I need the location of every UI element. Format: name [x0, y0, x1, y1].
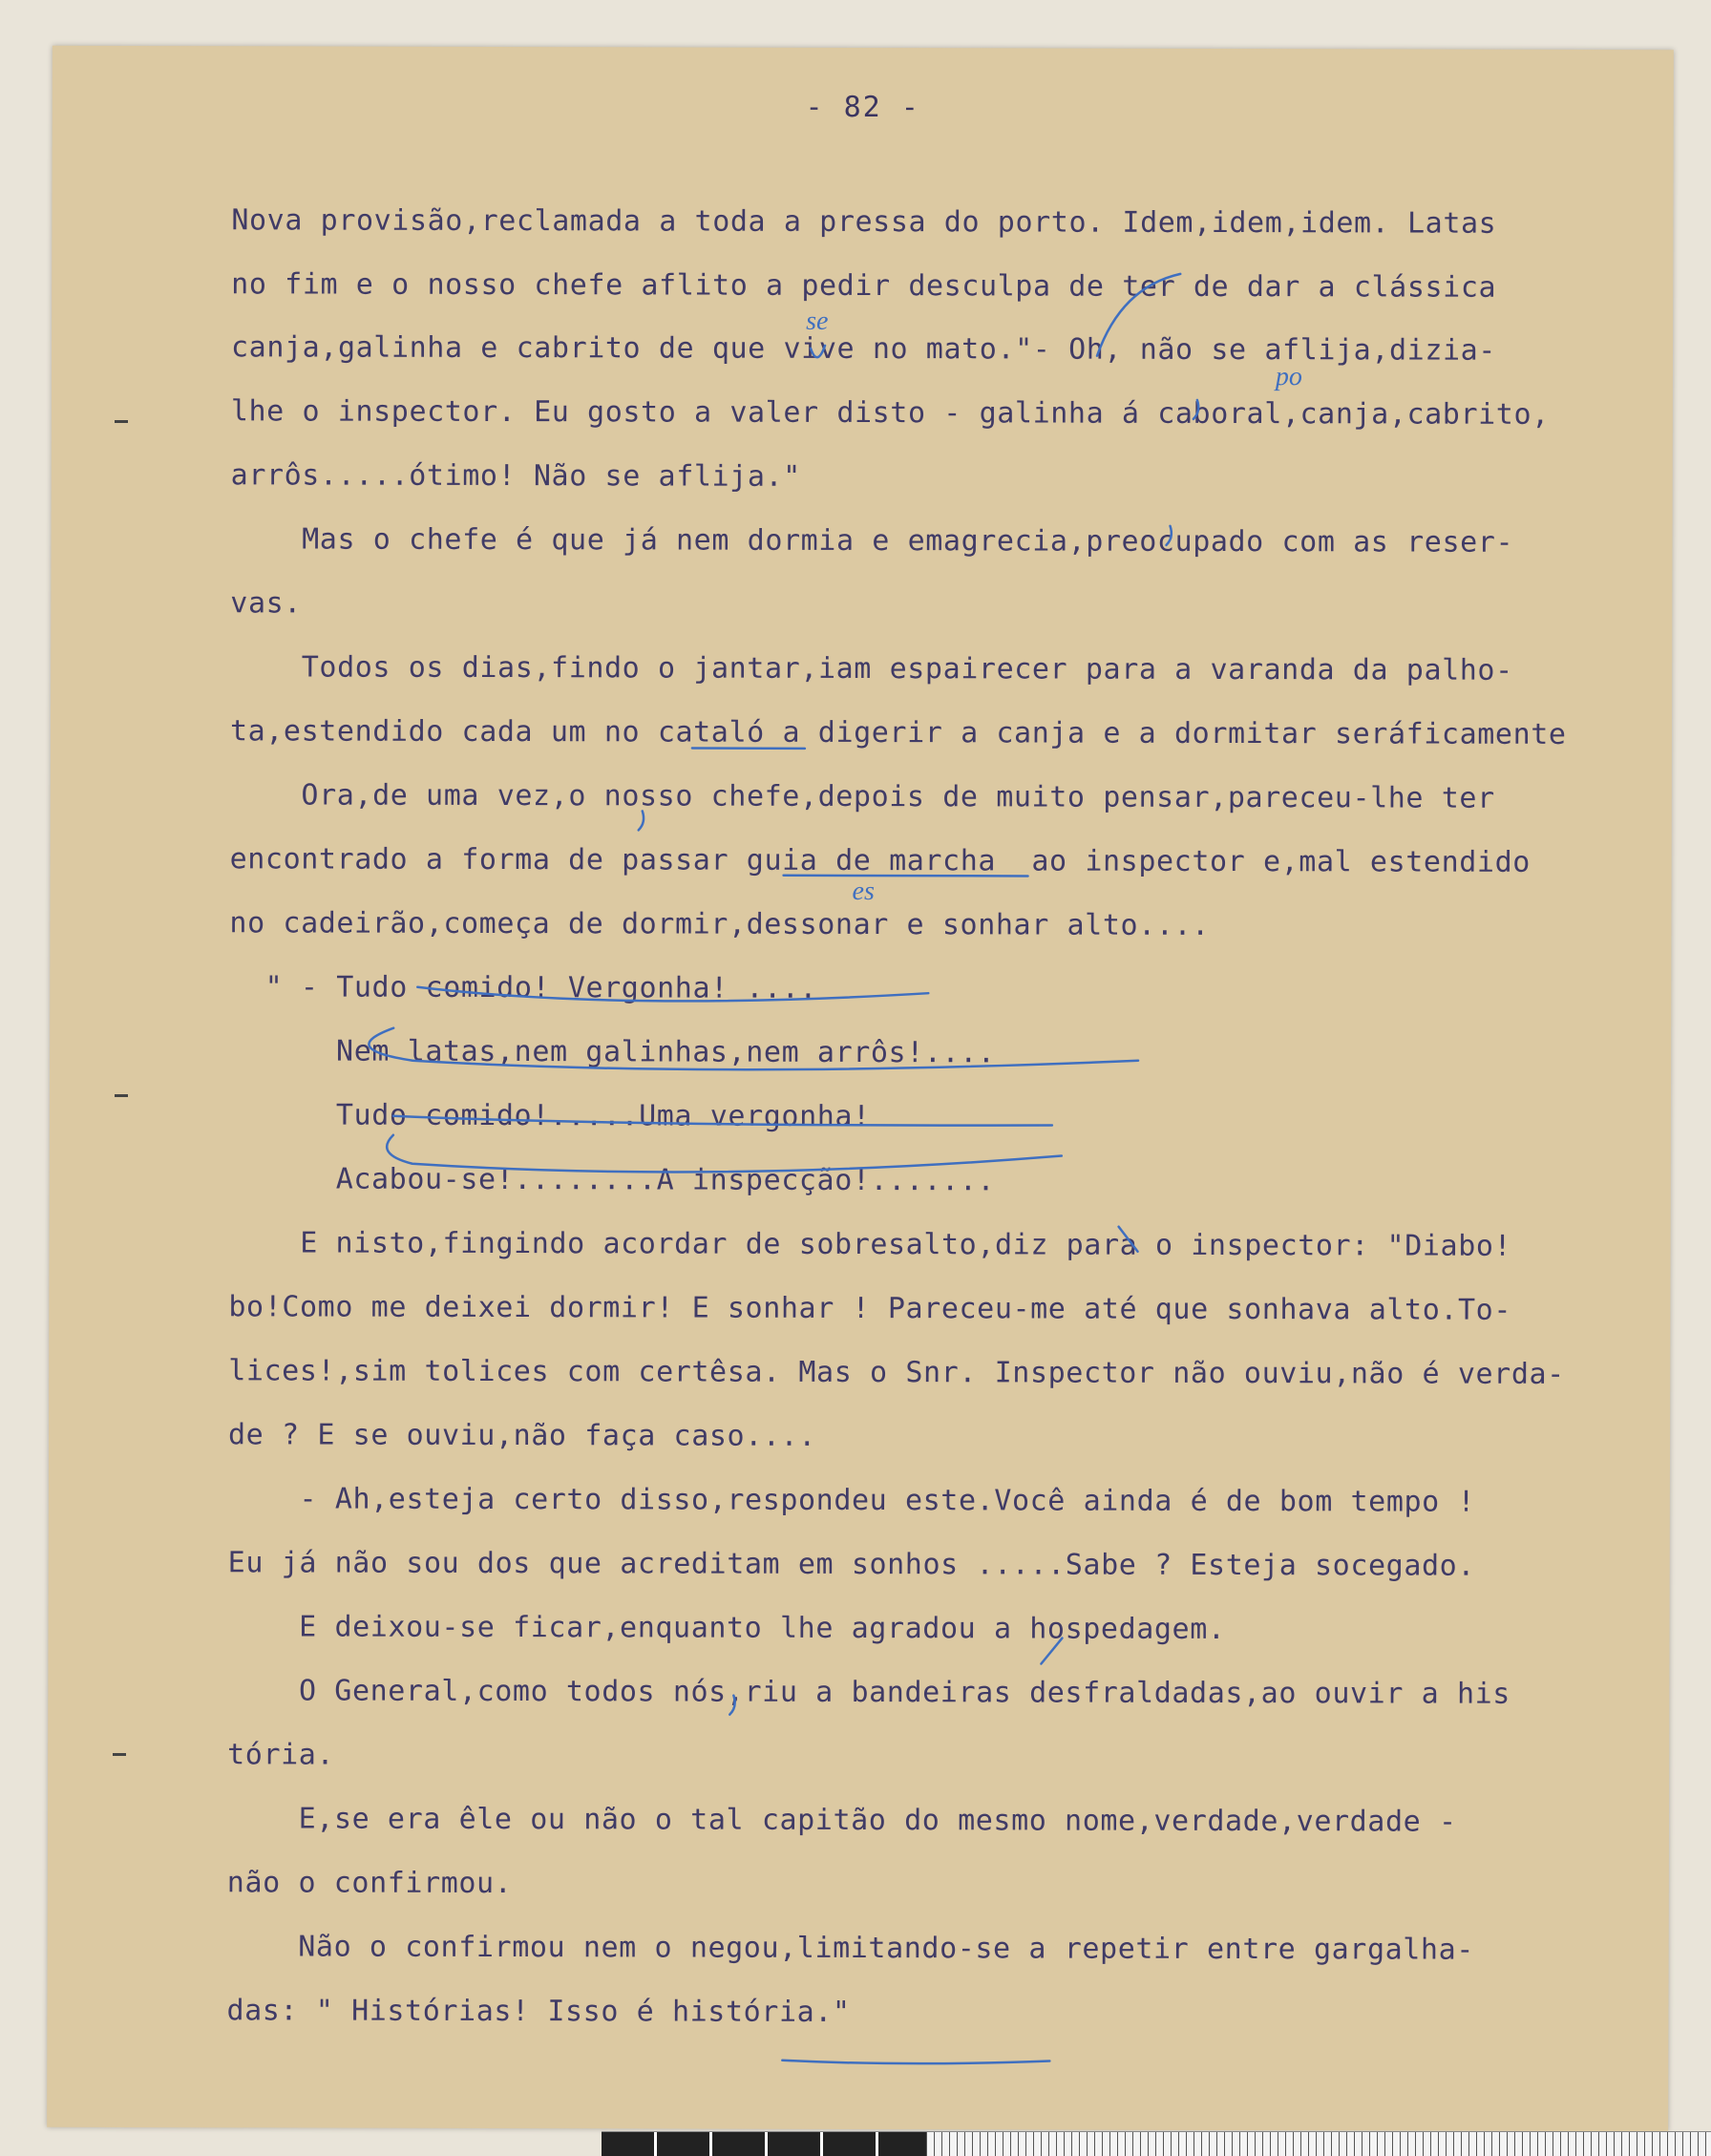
text-line: Nem latas,nem galinhas,nem arrôs!....: [229, 1034, 996, 1069]
text-line: não o confirmou.: [227, 1866, 513, 1900]
text-line: no fim e o nosso chefe aflito a pedir desculpa de ter de dar a clássica: [231, 267, 1496, 304]
text-line: lices!,sim tolices com certêsa. Mas o Snr. Inspector não ouviu,não é verda-: [228, 1354, 1565, 1391]
margin-mark: [115, 420, 128, 423]
ruler-blocks: [602, 2132, 926, 2156]
text-line: " - Tudo comido! Vergonha! ....: [229, 970, 817, 1005]
text-line: Acabou-se!........A inspecção!.......: [229, 1162, 996, 1197]
closing-stroke-mark: [782, 2061, 1049, 2064]
comma-insert-mark: [639, 811, 644, 830]
scale-ruler: [602, 2131, 1711, 2156]
margin-mark: [113, 1753, 126, 1756]
text-line: das: " Histórias! Isso é história.": [226, 1994, 850, 2029]
text-line: O General,como todos nós,riu a bandeiras desfraldadas,ao ouvir a his: [227, 1674, 1510, 1711]
text-line: E deixou-se ficar,enquanto lhe agradou a hospedagem.: [227, 1610, 1225, 1646]
text-line: E nisto,fingindo acordar de sobresalto,diz para o inspector: "Diabo!: [229, 1226, 1512, 1263]
handwritten-insert-se: se: [806, 306, 828, 336]
page-number: - 82 -: [53, 89, 1674, 126]
handwritten-insert-es: es: [853, 877, 876, 906]
text-line: Nova provisão,reclamada a toda a pressa do porto. Idem,idem,idem. Latas: [231, 203, 1496, 240]
margin-mark: [115, 1094, 128, 1097]
text-line: lhe o inspector. Eu gosto a valer disto - galinha á caboral,canja,cabrito,: [231, 394, 1550, 432]
text-line: Tudo comido!.....Uma vergonha!: [229, 1098, 871, 1133]
text-line: tória.: [227, 1738, 334, 1771]
text-line: bo!Como me deixei dormir! E sonhar ! Pareceu-me até que sonhava alto.To-: [228, 1290, 1511, 1327]
text-line: no cadeirão,começa de dormir,dessonar e sonhar alto....: [229, 906, 1209, 942]
text-line: Eu já não sou dos que acreditam em sonhos .....Sabe ? Esteja socegado.: [228, 1546, 1475, 1582]
handwritten-insert-po: po: [1274, 362, 1302, 391]
text-line: ta,estendido cada um no cataló a digerir a canja e a dormitar seráficamente: [230, 714, 1567, 751]
ruler-ticks: [926, 2132, 1711, 2156]
text-line: - Ah,esteja certo disso,respondeu este.Você ainda é de bom tempo !: [228, 1482, 1475, 1518]
text-line: E,se era êle ou não o tal capitão do mesmo nome,verdade,verdade -: [227, 1802, 1457, 1838]
text-line: Mas o chefe é que já nem dormia e emagrecia,preocupado com as reser-: [230, 522, 1513, 560]
text-line: de ? E se ouviu,não faça caso....: [228, 1418, 816, 1453]
text-line: canja,galinha e cabrito de que vive no mato."- Oh, não se aflija,dizia-: [231, 330, 1496, 367]
text-line: Ora,de uma vez,o nosso chefe,depois de muito pensar,pareceu-lhe ter: [230, 778, 1495, 814]
text-line: encontrado a forma de passar guia de marcha ao inspector e,mal estendido: [230, 842, 1531, 879]
text-line: Todos os dias,findo o jantar,iam espairecer para a varanda da palho-: [230, 650, 1513, 687]
text-line: arrôs.....ótimo! Não se aflija.": [231, 458, 801, 494]
text-line: Não o confirmou nem o negou,limitando-se a repetir entre gargalha-: [227, 1930, 1474, 1966]
document-page: [47, 46, 1674, 2131]
text-line: vas.: [230, 586, 302, 620]
